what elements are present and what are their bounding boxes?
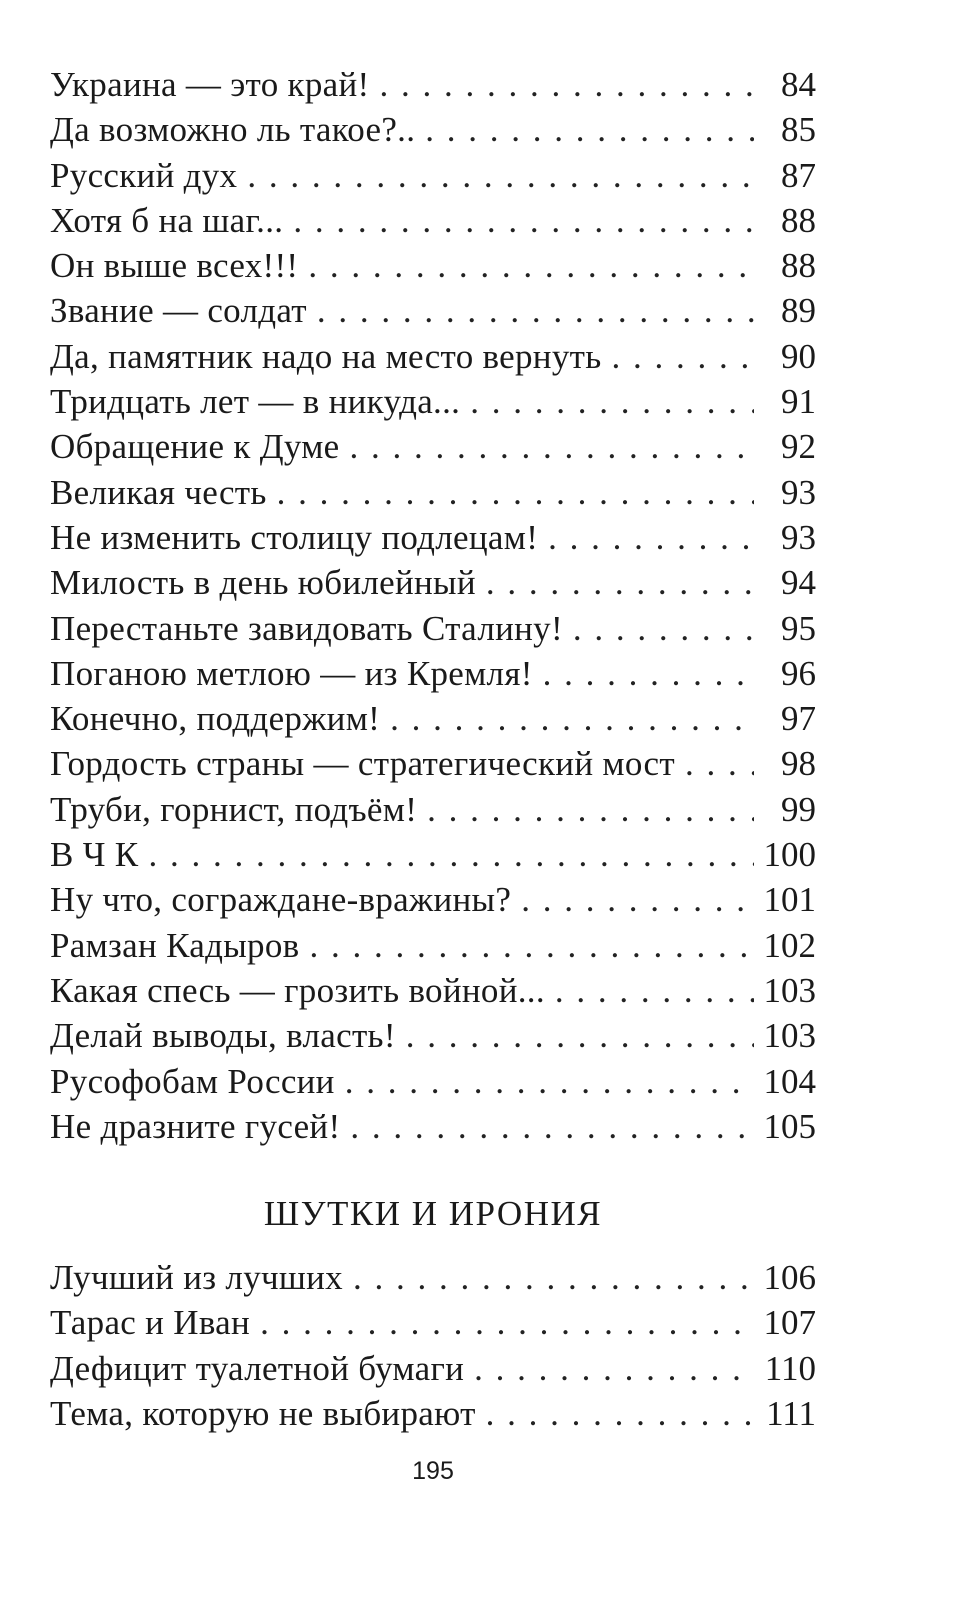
dot-leader xyxy=(309,923,753,968)
toc-entry xyxy=(50,741,816,786)
dot-leader xyxy=(486,560,754,605)
dot-leader xyxy=(406,1013,754,1058)
toc-entry xyxy=(50,288,816,333)
dot-leader xyxy=(350,1104,753,1149)
dot-leader xyxy=(474,1346,754,1391)
toc-entry xyxy=(50,1059,816,1104)
dot-leader xyxy=(379,62,754,107)
dot-leader xyxy=(425,107,754,152)
toc-entry xyxy=(50,515,816,560)
dot-leader xyxy=(345,1059,754,1104)
toc-entry-page: 101 xyxy=(763,880,816,920)
toc-entry-page: 97 xyxy=(781,699,816,739)
toc-entry-title: Поганою метлою — из Кремля! xyxy=(50,653,533,693)
toc-entry-title: Дефицит туалетной бумаги xyxy=(50,1348,465,1388)
toc-entry-title: Рамзан Кадыров xyxy=(50,925,300,965)
toc-entry-page: 106 xyxy=(763,1258,816,1297)
toc-entry-page: 104 xyxy=(763,1061,816,1101)
dot-leader xyxy=(293,198,754,243)
toc-entry xyxy=(50,334,816,379)
page-number: 195 xyxy=(412,1457,454,1485)
dot-leader xyxy=(555,968,754,1013)
toc-entry-page: 103 xyxy=(763,970,816,1010)
toc-entry-title: Не изменить столицу подлецам! xyxy=(50,517,539,557)
toc-entry-page: 89 xyxy=(781,291,816,331)
toc-entry-page: 84 xyxy=(781,65,816,104)
toc-list-jokes xyxy=(50,1255,816,1436)
dot-leader xyxy=(350,424,755,469)
toc-entry xyxy=(50,606,816,651)
toc-entry-title: Да возможно ль такое?.. xyxy=(50,110,416,150)
toc-entry-page: 93 xyxy=(781,517,816,557)
toc-entry-page: 110 xyxy=(764,1348,816,1388)
dot-leader xyxy=(260,1300,753,1345)
toc-entry-page: 92 xyxy=(781,427,816,467)
toc-entry-page: 90 xyxy=(781,336,816,376)
toc-entry xyxy=(50,62,816,107)
dot-leader xyxy=(685,741,754,786)
dot-leader xyxy=(548,515,754,560)
toc-entry-title: Русофобам России xyxy=(50,1061,335,1101)
toc-entry xyxy=(50,379,816,424)
toc-entry xyxy=(50,877,816,922)
dot-leader xyxy=(543,651,754,696)
toc-entry-title: Великая честь xyxy=(50,472,267,512)
toc-entry-title: Конечно, поддержим! xyxy=(50,699,381,739)
toc-entry xyxy=(50,1300,816,1345)
dot-leader xyxy=(353,1255,754,1300)
dot-leader xyxy=(148,832,753,877)
toc-entry xyxy=(50,198,816,243)
dot-leader xyxy=(308,243,754,288)
toc-entry xyxy=(50,923,816,968)
toc-entry-title: Украина — это край! xyxy=(50,65,370,104)
toc-entry-title: Перестаньте завидовать Сталину! xyxy=(50,608,563,648)
dot-leader xyxy=(521,877,753,922)
toc-entry-page: 88 xyxy=(781,200,816,240)
toc-entry xyxy=(50,560,816,605)
toc-entry-title: Обращение к Думе xyxy=(50,427,340,467)
toc-entry xyxy=(50,832,816,877)
toc-entry-page: 87 xyxy=(781,155,816,195)
toc-entry xyxy=(50,787,816,832)
toc-entry-page: 94 xyxy=(781,563,816,603)
toc-entry-title: Делай выводы, власть! xyxy=(50,1016,396,1056)
toc-entry xyxy=(50,243,816,288)
toc-entry xyxy=(50,696,816,741)
toc-entry-title: Да, памятник надо на место вернуть xyxy=(50,336,602,376)
toc-entry-title: Тема, которую не выбирают xyxy=(50,1393,476,1433)
toc-entry-page: 95 xyxy=(781,608,816,648)
toc-entry-title: Он выше всех!!! xyxy=(50,246,299,286)
toc-entry-page: 98 xyxy=(781,744,816,784)
toc-entry xyxy=(50,1346,816,1391)
dot-leader xyxy=(247,153,754,198)
toc-entry-title: Тарас и Иван xyxy=(50,1303,251,1343)
toc-entry-title: Лучший из лучших xyxy=(50,1258,343,1297)
toc-entry xyxy=(50,1255,816,1300)
dot-leader xyxy=(427,787,754,832)
toc-entry xyxy=(50,1013,816,1058)
toc-entry xyxy=(50,470,816,515)
toc-entry-title: Тридцать лет — в никуда... xyxy=(50,382,461,422)
toc-entry-page: 102 xyxy=(763,925,816,965)
toc-entry xyxy=(50,1104,816,1149)
toc-entry-title: Не дразните гусей! xyxy=(50,1106,341,1146)
dot-leader xyxy=(470,379,754,424)
toc-entry-page: 88 xyxy=(781,246,816,286)
toc-entry-page: 85 xyxy=(781,110,816,150)
dot-leader xyxy=(573,606,754,651)
toc-entry-title: Ну что, сограждане-вражины? xyxy=(50,880,512,920)
toc-entry-title: Труби, горнист, подъём! xyxy=(50,789,418,829)
toc-entry xyxy=(50,1391,816,1436)
toc-entry-title: Гордость страны — стратегический мост xyxy=(50,744,675,784)
dot-leader xyxy=(486,1391,754,1436)
toc-entry-title: Милость в день юбилейный xyxy=(50,563,476,603)
dot-leader xyxy=(612,334,755,379)
toc-entry xyxy=(50,968,816,1013)
toc-entry-page: 93 xyxy=(781,472,816,512)
toc-entry-page: 103 xyxy=(763,1016,816,1056)
section-heading: ШУТКИ И ИРОНИЯ xyxy=(263,1194,603,1233)
toc-entry-title: Звание — солдат xyxy=(50,291,307,331)
toc-entry-page: 91 xyxy=(781,382,816,422)
dot-leader xyxy=(277,470,754,515)
toc-entry-title: Какая спесь — грозить войной... xyxy=(50,970,545,1010)
toc-entry-page: 96 xyxy=(781,653,816,693)
toc-entry-page: 100 xyxy=(763,835,816,875)
toc-entry-title: Хотя б на шаг... xyxy=(50,200,284,240)
toc-list-main xyxy=(50,62,816,1149)
toc-entry-page: 99 xyxy=(781,789,816,829)
toc-entry-page: 107 xyxy=(763,1303,816,1343)
toc-entry xyxy=(50,424,816,469)
toc-entry-title: В Ч К xyxy=(50,835,139,875)
toc-entry-title: Русский дух xyxy=(50,155,238,195)
toc-entry xyxy=(50,651,816,696)
toc-entry xyxy=(50,107,816,152)
dot-leader xyxy=(317,288,754,333)
toc-entry-page: 105 xyxy=(763,1106,816,1146)
toc-entry xyxy=(50,153,816,198)
dot-leader xyxy=(390,696,754,741)
toc-entry-page: 111 xyxy=(766,1393,816,1433)
